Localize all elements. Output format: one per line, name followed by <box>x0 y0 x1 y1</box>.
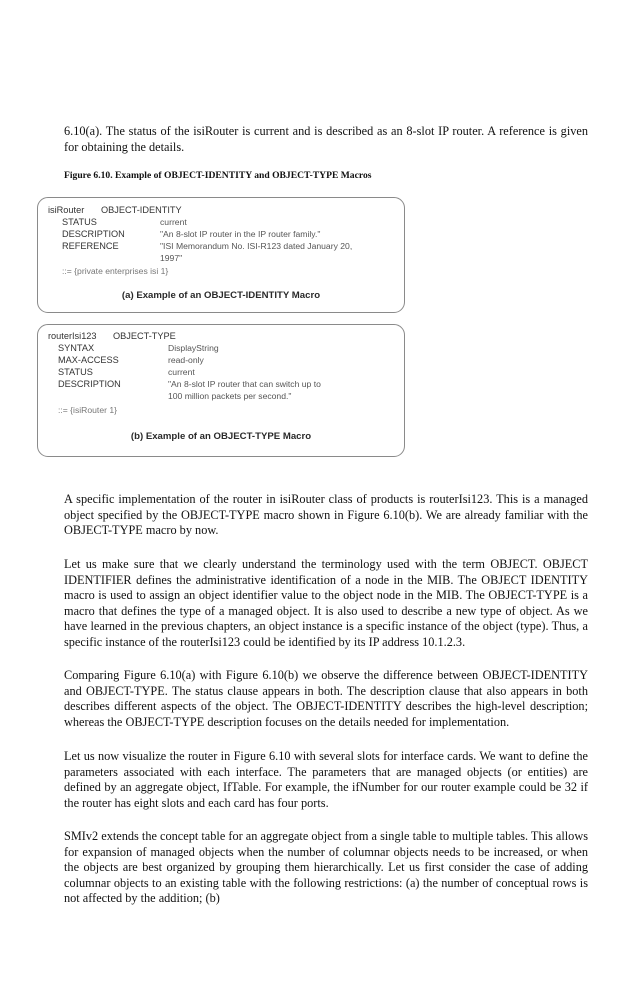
paragraph-smiv2: SMIv2 extends the concept table for an aggregate object from a single table to multiple tables. This allows for expansion of managed objects when the number of columnar objects needs to be increased, or when the objects are best organized by grouping them hierarchically. Let us first consider the case of adding columnar objects to an existing table with the following restrictions: (a) the number of conceptual rows is not affected by the addition; (b) <box>64 829 588 906</box>
fig-b-description-label: DESCRIPTION <box>58 379 121 389</box>
fig-a-status-label: STATUS <box>62 217 97 227</box>
fig-b-access-label: MAX-ACCESS <box>58 355 119 365</box>
paragraph-comparison: Comparing Figure 6.10(a) with Figure 6.10(b) we observe the difference between OBJECT-IDENTITY and OBJECT-TYPE. The status clause appears in both. The description clause that also appears in both describes different aspects of the object. The OBJECT-IDENTITY describes the high-level description; whereas the OBJECT-TYPE description focuses on the details needed for implementation. <box>64 668 588 729</box>
fig-b-macro-name: OBJECT-TYPE <box>113 331 176 341</box>
fig-a-assignment: ::= {private enterprises isi 1} <box>62 266 169 276</box>
fig-b-assignment: ::= {isiRouter 1} <box>58 405 117 415</box>
paragraph-interfaces: Let us now visualize the router in Figure 6.10 with several slots for interface cards. We want to define the parameters associated with each interface. The parameters that are managed objects (or entities) are defined by an aggregate object, IfTable. For example, the ifNumber for our router example could be 32 if the router has eight slots and each card has four ports. <box>64 749 588 810</box>
fig-b-syntax-value: DisplayString <box>168 343 219 353</box>
fig-a-reference-value-line1: "ISI Memorandum No. ISI-R123 dated January 20, <box>160 241 353 251</box>
fig-b-syntax-label: SYNTAX <box>58 343 95 353</box>
fig-a-description-value: "An 8-slot IP router in the IP router family." <box>160 229 321 239</box>
fig-b-description-value-line2: 100 million packets per second." <box>168 391 292 401</box>
fig-b-status-value: current <box>168 367 195 377</box>
paragraph-implementation: A specific implementation of the router in isiRouter class of products is routerIsi123. This is a managed object specified by the OBJECT-TYPE macro shown in Figure 6.10(b). We are already familiar with the OBJECT-TYPE macro by now. <box>64 492 588 538</box>
fig-a-caption: (a) Example of an OBJECT-IDENTITY Macro <box>121 290 321 301</box>
paragraph-intro: 6.10(a). The status of the isiRouter is current and is described as an 8-slot IP router. A reference is given for obtaining the details. <box>64 124 588 154</box>
fig-b-object-name: routerIsi123 <box>48 331 97 341</box>
fig-a-reference-label: REFERENCE <box>62 241 119 251</box>
fig-a-reference-value-line2: 1997" <box>160 253 183 263</box>
figure-b-box <box>37 324 405 457</box>
fig-b-description-value-line1: "An 8-slot IP router that can switch up to <box>168 379 321 389</box>
fig-b-access-value: read-only <box>168 355 204 365</box>
fig-a-status-value: current <box>160 217 187 227</box>
figure-caption: Figure 6.10. Example of OBJECT-IDENTITY and OBJECT-TYPE Macros <box>64 170 372 181</box>
figure-a-box <box>37 197 405 313</box>
fig-a-object-name: isiRouter <box>48 205 85 215</box>
fig-b-caption: (b) Example of an OBJECT-TYPE Macro <box>130 431 312 442</box>
fig-a-description-label: DESCRIPTION <box>62 229 125 239</box>
paragraph-terminology: Let us make sure that we clearly understand the terminology used with the term OBJECT. OBJECT IDENTIFIER defines the administrative identification of a node in the MIB. The OBJECT IDENTITY macro is used to assign an object identifier value to the object node in the MIB. The OBJECT-TYPE is a macro that defines the type of a managed object. It is also used to describe a new type of object. As we have learned in the previous chapters, an object instance is a specific instance of the object (type). Thus, a specific instance of the routerIsi123 could be identified by its IP address 10.1.2.3. <box>64 557 588 649</box>
fig-b-status-label: STATUS <box>58 367 93 377</box>
fig-a-macro-name: OBJECT-IDENTITY <box>101 205 182 215</box>
